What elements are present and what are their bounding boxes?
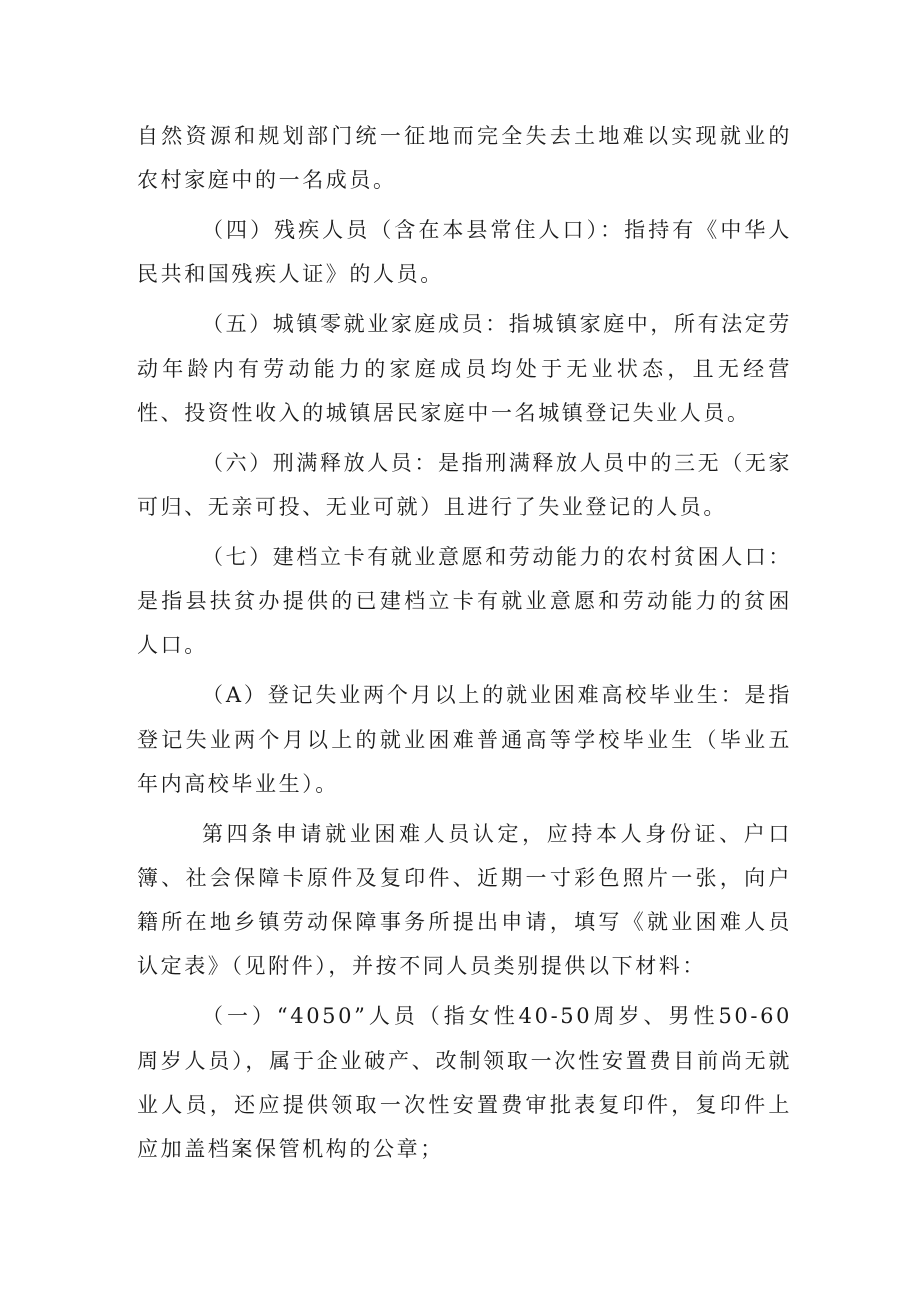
paragraph-released-prisoners: （六）刑满释放人员：是指刑满释放人员中的三无（无家可归、无亲可投、无业可就）且进行了失业登记的人员。 [137,450,792,520]
paragraph-land-requisition-continuation: 自然资源和规划部门统一征地而完全失去土地难以实现就业的农村家庭中的一名成员。 [137,124,792,193]
paragraph-article-four: 第四条申请就业困难人员认定，应持本人身份证、户口簿、社会保障卡原件及复印件、近期一寸彩色照片一张，向户籍所在地乡镇劳动保障事务所提出申请，填写《就业困难人员认定表》（见附件），并按不同人员类别提供以下材料： [137,821,792,979]
paragraph-zero-employment-family: （五）城镇零就业家庭成员：指城镇家庭中，所有法定劳动年龄内有劳动能力的家庭成员均处于无业状态，且无经营性、投资性收入的城镇居民家庭中一名城镇登记失业人员。 [137,312,792,425]
document-body [137,114,792,1177]
paragraph-registered-poor: （七）建档立卡有就业意愿和劳动能力的农村贫困人口：是指县扶贫办提供的已建档立卡有就业意愿和劳动能力的贫困人口。 [137,545,792,658]
paragraph-4050-personnel: （一）“4050”人员（指女性40-50周岁、男性50-60周岁人员），属于企业破产、改制领取一次性安置费目前尚无就业人员，还应提供领取一次性安置费审批表复印件，复印件上应加盖档案保管机构的公章； [137,1004,792,1162]
paragraph-disabled-persons: （四）残疾人员（含在本县常住人口）：指持有《中华人民共和国残疾人证》的人员。 [137,218,792,287]
paragraph-college-graduates: （A）登记失业两个月以上的就业困难高校毕业生：是指登记失业两个月以上的就业困难普通高等学校毕业生（毕业五年内高校毕业生）。 [137,683,792,796]
